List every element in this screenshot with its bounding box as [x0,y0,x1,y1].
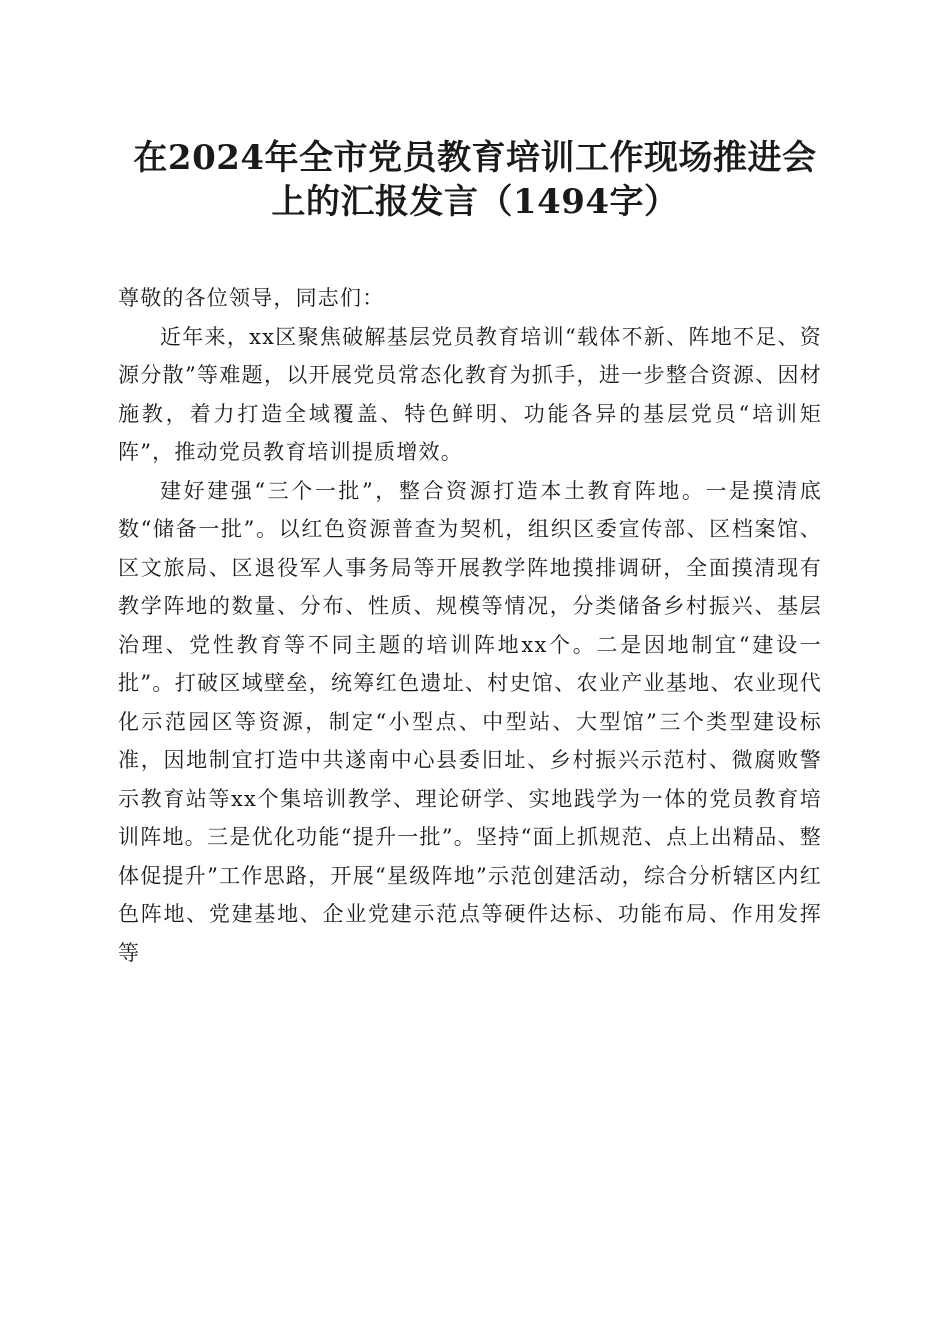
title-line-1: 在2024年全市党员教育培训工作现场推进会 [133,138,817,178]
paragraph-intro: 近年来，xx区聚焦破解基层党员教育培训“载体不新、阵地不足、资源分散”等难题，以开展党员常态化教育为抓手，进一步整合资源、因材施教，着力打造全域覆盖、特色鲜明、功能各异的基层党员“培训矩阵”，推动党员教育培训提质增效。 [118,324,822,464]
document-title [118,136,832,224]
title-line-2: 上的汇报发言（1494字） [271,182,679,222]
document-body [118,279,822,972]
salutation: 尊敬的各位领导，同志们： [118,286,385,310]
paragraph-three-batches: 建好建强“三个一批”，整合资源打造本土教育阵地。一是摸清底数“储备一批”。以红色资源普查为契机，组织区委宣传部、区档案馆、区文旅局、区退役军人事务局等开展教学阵地摸排调研，全面摸清现有教学阵地的数量、分布、性质、规模等情况，分类储备乡村振兴、基层治理、党性教育等不同主题的培训阵地xx个。二是因地制宜“建设一批”。打破区域壁垒，统筹红色遗址、村史馆、农业产业基地、农业现代化示范园区等资源，制定“小型点、中型站、大型馆”三个类型建设标准，因地制宜打造中共遂南中心县委旧址、乡村振兴示范村、微腐败警示教育站等xx个集培训教学、理论研学、实地践学为一体的党员教育培训阵地。三是优化功能“提升一批”。坚持“面上抓规范、点上出精品、整体促提升”工作思路，开展“星级阵地”示范创建活动，综合分析辖区内红色阵地、党建基地、企业党建示范点等硬件达标、功能布局、作用发挥等 [118,478,822,965]
